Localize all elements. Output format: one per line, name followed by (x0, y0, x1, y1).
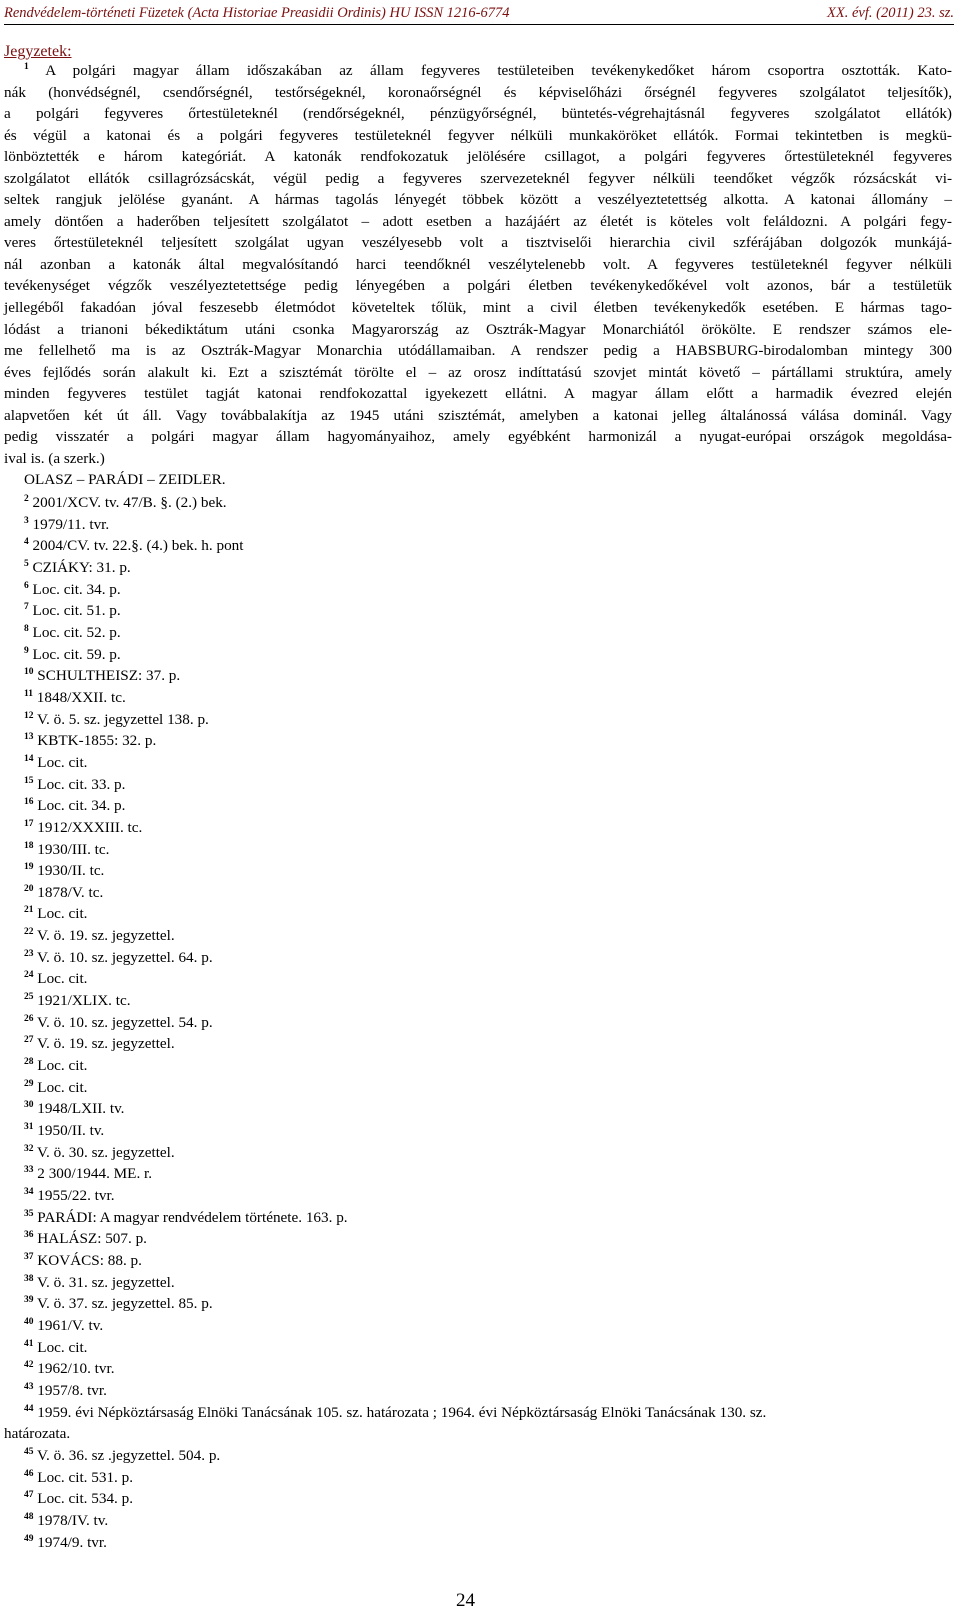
footnote-1-line: minden fegyveres testület tagját katonai rendfokozattal igyekezett ellátni. A magyar állam előtt a harmadik évezred elején (4, 385, 952, 403)
footnote-marker: 28 (24, 1057, 34, 1068)
footnote-text: 1921/XLIX. tc. (33, 992, 131, 1010)
footnote-text: 1848/XXII. tc. (32, 688, 126, 706)
footnote-1-line: me fellelhető ma is az Osztrák-Magyar Monarchia utódállamaiban. A rendszer pedig a HABSBURG-birodalomban mintegy 300 (4, 342, 952, 360)
footnote-marker: 48 (24, 1511, 34, 1522)
footnote-marker: 38 (24, 1273, 34, 1284)
footnote-text: SCHULTHEISZ: 37. p. (33, 667, 181, 685)
footnote-marker: 49 (24, 1533, 34, 1544)
footnote-text: Loc. cit. 59. p. (28, 645, 121, 663)
footnote-text: KOVÁCS: 88. p. (33, 1251, 142, 1269)
footnote-1-line: tevékenységet végzők veszélyeztetettsége pedig lényegében a polgári életben tevékenykedőkével volt azonos, bár a testületük (4, 277, 952, 295)
footnote-item (4, 903, 952, 925)
page-number: 24 (456, 1590, 475, 1611)
footnote-text: V. ö. 37. sz. jegyzettel. 85. p. (33, 1295, 213, 1313)
footnote-marker: 16 (24, 797, 34, 808)
footnote-item (4, 1293, 952, 1315)
footnote-text: 1957/8. tvr. (33, 1381, 107, 1399)
footnote-item (4, 990, 952, 1012)
footnote-item (4, 1207, 952, 1229)
footnote-1-line: ival is. (a szerk.) (4, 449, 105, 467)
footnote-text: 1930/II. tc. (33, 862, 105, 880)
footnote-marker: 13 (24, 732, 34, 743)
footnote-item (4, 600, 952, 622)
footnote-text: 1878/V. tc. (33, 883, 104, 901)
footnote-1-line: éves fejlődés során alakult ki. Ezt a szisztémát törölte el – az orosz indíttatású szovjet mintát követő – pártállami struktúra, amely (4, 363, 952, 381)
footnote-1-line: alapvetően két út áll. Vagy továbbalakítja az 1945 utáni szisztémát, amelyben a katonai jelleg általánossá válása dominál. Vagy (4, 406, 952, 424)
footnote-item (4, 947, 952, 969)
footnote-item (4, 535, 952, 557)
footnote-marker: 15 (24, 775, 34, 786)
footnote-item (4, 795, 952, 817)
journal-title: Rendvédelem-történeti Füzetek (Acta Historiae Preasidii Ordinis) HU ISSN 1216-6774 (4, 5, 510, 21)
footnote-marker: 39 (24, 1295, 34, 1306)
footnote-1-line: és végül a katonai és a polgári fegyveres testületeknél fegyver nélküli munkaköröket ellátók. Formai tekintetben is megkü- (4, 126, 952, 144)
footnote-marker: 12 (24, 710, 34, 721)
footnote-1-line: jellegéből fakadóan jóval feszesebb életmódot követeltek tőlük, mint a civil életben tevékenykedők esetében. E hármas tago- (4, 299, 952, 317)
footnote-item (4, 752, 952, 774)
footnote-item (4, 817, 952, 839)
footnote-text: Loc. cit. 534. p. (33, 1490, 134, 1508)
footnote-marker: 40 (24, 1316, 34, 1327)
footnote-text: Loc. cit. 531. p. (33, 1468, 134, 1486)
footnote-text: V. ö. 10. sz. jegyzettel. 54. p. (33, 1013, 213, 1031)
footnote-marker: 23 (24, 948, 34, 959)
footnote-item (4, 1358, 952, 1380)
footnote-item (4, 774, 952, 796)
footnote-text: V. ö. 19. sz. jegyzettel. (33, 1035, 175, 1053)
footnote-1-line: seltek rangjuk jelölése gyanánt. A hármas tagolás lényegét többek között a veszélyeztetettség alkotta. A katonai állomány – (4, 191, 952, 209)
footnote-text: V. ö. 10. sz. jegyzettel. 64. p. (33, 948, 213, 966)
footnote-text: 1912/XXXIII. tc. (33, 818, 143, 836)
footnote-item (4, 1120, 952, 1142)
footnote-marker: 45 (24, 1446, 34, 1457)
footnote-text: 2001/XCV. tv. 47/B. §. (2.) bek. (28, 494, 227, 511)
footnote-continuation: határozata. (4, 1425, 71, 1443)
footnote-text: V. ö. 31. sz. jegyzettel. (33, 1273, 175, 1291)
footnote-item (4, 968, 952, 990)
notes-heading: Jegyzetek: (4, 43, 72, 60)
footnote-1-line: $^1$ A polgári magyar állam időszakában az állam fegyveres testületeiben tevékenykedőket három csoportra osztották. Kato- (24, 62, 952, 79)
footnote-item (4, 1488, 952, 1510)
footnote-marker: 21 (24, 905, 34, 916)
footnote-text: 1948/LXII. tv. (33, 1100, 125, 1118)
footnote-marker: 36 (24, 1230, 34, 1241)
footnote-marker: 26 (24, 1013, 34, 1024)
footnote-marker: 4 (24, 537, 29, 548)
footnote-item (4, 1272, 952, 1294)
footnote-marker: 34 (24, 1187, 34, 1197)
footnote-marker: 18 (24, 840, 34, 851)
footnote-item (4, 1163, 952, 1185)
footnote-text: KBTK-1855: 32. p. (33, 732, 157, 750)
footnote-marker: 33 (24, 1165, 34, 1176)
footnote-item (4, 1250, 952, 1272)
footnote-item (4, 1185, 952, 1207)
volume-info: XX. évf. (2011) 23. sz. (827, 5, 954, 21)
footnote-item (4, 514, 952, 536)
footnote-marker: 7 (24, 602, 29, 613)
footnote-item (4, 644, 952, 666)
footnote-text: Loc. cit. (33, 1078, 88, 1096)
footnote-marker: 22 (24, 927, 34, 938)
footnote-1-line: amely döntően a haderőben teljesített szolgálatot – adott esetben a hazájáért az életét is köteles volt feláldozni. A polgári fegy- (4, 212, 952, 230)
footnote-item (4, 687, 952, 709)
footnote-1-line: a polgári fegyveres őrtestületeknél (rendőrségeknél, pénzügyőrségnél, büntetés-végrehajtásnál fegyveres szolgálatot ellátók) (4, 105, 952, 123)
footnote-1-line: veres őrtestületeknél teljesített szolgálat ugyan veszélyesebb volt a tisztviselői hierarchia civil szférájában dolgozók munkájá- (4, 234, 952, 252)
footnote-item (4, 839, 952, 861)
footnote-item (4, 1055, 952, 1077)
footnote-text: Loc. cit. (33, 753, 88, 771)
footnote-item (4, 1012, 952, 1034)
footnote-text: 1955/22. tvr. (33, 1187, 115, 1204)
footnote-text: 1974/9. tvr. (33, 1533, 107, 1551)
footnote-item (4, 882, 952, 904)
footnote-marker: 43 (24, 1381, 34, 1392)
footnote-text: 1961/V. tv. (33, 1316, 104, 1334)
footnote-marker: 41 (24, 1338, 34, 1349)
footnote-marker: 20 (24, 883, 34, 894)
footnote-marker: 46 (24, 1468, 34, 1479)
footnote-marker: 9 (24, 645, 29, 656)
footnote-marker: 19 (24, 862, 34, 873)
footnote-text: 1962/10. tvr. (33, 1360, 115, 1378)
footnote-marker: 27 (24, 1035, 34, 1046)
footnote-marker: 3 (24, 515, 29, 526)
footnote-marker: 10 (24, 667, 34, 678)
footnote-marker: 29 (24, 1078, 34, 1089)
footnote-marker: 37 (24, 1251, 34, 1262)
footnote-marker: 44 (24, 1403, 34, 1414)
footnote-marker: 42 (24, 1360, 34, 1371)
footnote-item (4, 1402, 952, 1445)
footnote-item (4, 557, 952, 579)
running-header (4, 4, 954, 25)
footnote-text: V. ö. 36. sz .jegyzettel. 504. p. (33, 1446, 221, 1464)
footnote-marker: 5 (24, 558, 29, 569)
footnote-marker: 17 (24, 818, 34, 829)
footnote-1-line: lönböztették e három kategóriát. A katonák rendfokozatuk jelölésére csillagot, a polgári fegyveres őrtestületeknél fegyveres (4, 148, 952, 166)
footnote-item (4, 622, 952, 644)
footnote-text: Loc. cit. 33. p. (33, 775, 126, 793)
footnote-1-line: nál azonban a katonák által megvalósítandó harci teendőknél veszélytelenebb volt. A fegyveres testületeknél fegyver nélküli (4, 255, 952, 273)
footnote-marker: 25 (24, 992, 34, 1003)
footnote-text: 1978/IV. tv. (33, 1511, 109, 1529)
footnote-1-line: szolgálatot ellátók csillagrózsácskát, végül pedig a fegyveres szervezeteknél fegyver nélküli teendőket végzők rózsácskát vi- (4, 169, 952, 187)
footnote-item (4, 1467, 952, 1489)
footnote-text: Loc. cit. 52. p. (28, 623, 121, 641)
footnote-item (4, 1142, 952, 1164)
footnote-text: Loc. cit. (33, 970, 88, 988)
footnote-text: 2004/CV. tv. 22.§. (4.) bek. h. pont (28, 537, 244, 555)
footnote-1 (4, 60, 952, 490)
footnote-item (4, 1337, 952, 1359)
footnote-marker: 31 (24, 1122, 34, 1133)
footnote-text: Loc. cit. (33, 1338, 88, 1356)
footnote-item (4, 860, 952, 882)
footnote-marker: 47 (24, 1490, 34, 1501)
footnote-text: Loc. cit. (33, 905, 88, 923)
footnote-text: Loc. cit. 34. p. (33, 797, 126, 815)
footnote-text: HALÁSZ: 507. p. (33, 1230, 147, 1248)
footnote-text: PARÁDI: A magyar rendvédelem története. 163. p. (33, 1208, 348, 1226)
footnote-1-line: lódást a trianoni békediktátum utáni csonka Magyarország az Osztrák-Magyar Monarchiától örökölte. E rendszer számos ele- (4, 320, 952, 338)
footnote-item (4, 579, 952, 601)
footnote-item (4, 492, 952, 514)
footnote-item (4, 1315, 952, 1337)
footnote-item (4, 1510, 952, 1532)
footnote-text: 1930/III. tc. (33, 840, 110, 858)
footnote-text: Loc. cit. 51. p. (28, 602, 121, 620)
footnote-text: CZIÁKY: 31. p. (28, 558, 131, 576)
footnote-text: 1979/11. tvr. (28, 515, 110, 533)
footnote-text: 1959. évi Népköztársaság Elnöki Tanácsának 105. sz. határozata ; 1964. évi Népköztársaság Elnöki Tanácsának 130. sz. (33, 1403, 767, 1421)
footnote-item (4, 925, 952, 947)
footnote-item (4, 1228, 952, 1250)
footnote-1-line: nák (honvédségnél, csendőrségnél, testőrségeknél, koronaőrségnél és képviselőházi őrségnél fegyveres szolgálatot teljesítők), (4, 83, 952, 101)
footnote-marker: 2 (24, 494, 29, 504)
footnote-text: V. ö. 30. sz. jegyzettel. (33, 1143, 175, 1161)
footnote-item (4, 1532, 952, 1554)
footnote-marker: 1 (24, 62, 29, 72)
footnote-marker: 30 (24, 1100, 34, 1111)
footnote-marker: 14 (24, 753, 34, 764)
footnote-marker: 8 (24, 623, 29, 634)
footnote-marker: 6 (24, 580, 29, 591)
footnote-item (4, 1077, 952, 1099)
footnote-item (4, 665, 952, 687)
footnote-item (4, 1380, 952, 1402)
footnote-text: 1950/II. tv. (33, 1122, 105, 1140)
footnote-marker: 11 (24, 688, 33, 699)
footnote-marker: 32 (24, 1143, 34, 1154)
footnote-text: Loc. cit. 34. p. (28, 580, 121, 598)
footnote-item (4, 1033, 952, 1055)
footnote-marker: 24 (24, 970, 34, 981)
footnote-1-line: pedig visszatér a polgári magyar állam hagyományaihoz, amely egyébként harmonizál a nyugat-európai országok megoldása- (4, 428, 952, 446)
footnote-item (4, 1445, 952, 1467)
footnote-marker: 35 (24, 1208, 34, 1219)
footnote-text: V. ö. 5. sz. jegyzettel 138. p. (33, 710, 209, 728)
author-line: OLASZ – PARÁDI – ZEIDLER. (24, 471, 226, 489)
footnote-item (4, 709, 952, 731)
footnote-list (4, 492, 952, 1553)
footnote-text: V. ö. 19. sz. jegyzettel. (33, 927, 175, 945)
footnote-item (4, 1098, 952, 1120)
footnote-text: 2 300/1944. ME. r. (33, 1165, 153, 1183)
footnote-item (4, 730, 952, 752)
footnote-text: Loc. cit. (33, 1057, 88, 1075)
